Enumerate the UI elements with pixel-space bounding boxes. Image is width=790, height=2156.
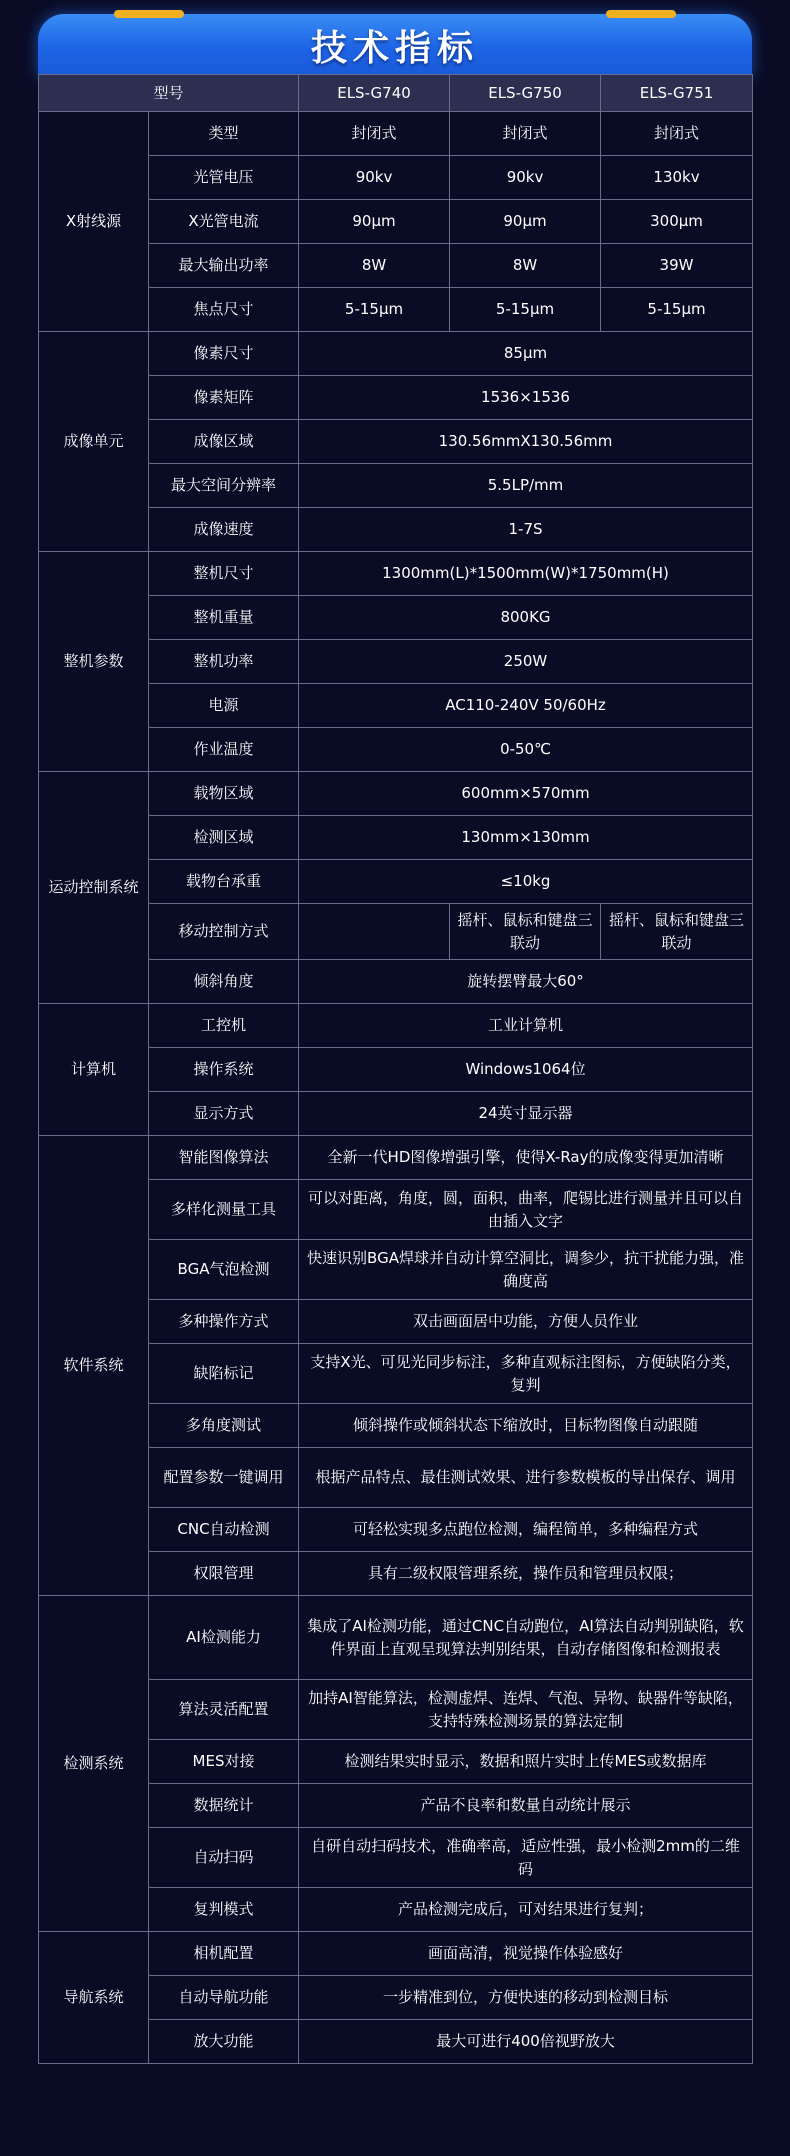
- row-value: 300μm: [601, 200, 753, 244]
- row-value: 可轻松实现多点跑位检测，编程简单，多种编程方式: [299, 1508, 753, 1552]
- row-item: 电源: [149, 684, 299, 728]
- group-label-computer: 计算机: [39, 1004, 149, 1136]
- row-value: 5-15μm: [299, 288, 450, 332]
- row-value: 自研自动扫码技术，准确率高，适应性强，最小检测2mm的二维码: [299, 1828, 753, 1888]
- row-value: 支持X光、可见光同步标注，多种直观标注图标，方便缺陷分类，复判: [299, 1344, 753, 1404]
- row-item: 显示方式: [149, 1092, 299, 1136]
- row-value: 产品检测完成后，可对结果进行复判；: [299, 1888, 753, 1932]
- row-item: 配置参数一键调用: [149, 1448, 299, 1508]
- row-item: BGA气泡检测: [149, 1240, 299, 1300]
- row-item: 智能图像算法: [149, 1136, 299, 1180]
- row-item: 工控机: [149, 1004, 299, 1048]
- row-item: 算法灵活配置: [149, 1680, 299, 1740]
- row-value: 最大可进行400倍视野放大: [299, 2020, 753, 2064]
- row-value: 工业计算机: [299, 1004, 753, 1048]
- row-value: 根据产品特点、最佳测试效果、进行参数模板的导出保存、调用: [299, 1448, 753, 1508]
- header-row: [39, 75, 753, 112]
- group-label-imaging: 成像单元: [39, 332, 149, 552]
- row-item: 检测区域: [149, 816, 299, 860]
- row-value: AC110-240V 50/60Hz: [299, 684, 753, 728]
- row-item: 像素尺寸: [149, 332, 299, 376]
- group-label-motion: 运动控制系统: [39, 772, 149, 1004]
- header-param: 型号: [39, 75, 299, 112]
- row-item: CNC自动检测: [149, 1508, 299, 1552]
- row-item: 移动控制方式: [149, 904, 299, 960]
- row-value: 24英寸显示器: [299, 1092, 753, 1136]
- row-item: 多样化测量工具: [149, 1180, 299, 1240]
- row-value: 可以对距离，角度，圆，面积，曲率，爬锡比进行测量并且可以自由插入文字: [299, 1180, 753, 1240]
- row-value: 130.56mmX130.56mm: [299, 420, 753, 464]
- row-item: 整机功率: [149, 640, 299, 684]
- page-title: 技术指标: [310, 27, 479, 69]
- row-value: 0-50℃: [299, 728, 753, 772]
- row-item: 光管电压: [149, 156, 299, 200]
- row-item: 相机配置: [149, 1932, 299, 1976]
- row-value: 5-15μm: [601, 288, 753, 332]
- row-item: 成像速度: [149, 508, 299, 552]
- table-row: [39, 1596, 753, 1680]
- row-item: 缺陷标记: [149, 1344, 299, 1404]
- row-value: 双击画面居中功能，方便人员作业: [299, 1300, 753, 1344]
- row-value: ≤10kg: [299, 860, 753, 904]
- banner-tab-right: [606, 10, 676, 18]
- row-value: 130mm×130mm: [299, 816, 753, 860]
- row-item: 最大输出功率: [149, 244, 299, 288]
- row-value: [299, 904, 450, 960]
- row-item: 载物台承重: [149, 860, 299, 904]
- group-label-inspection: 检测系统: [39, 1596, 149, 1932]
- row-value: 90kv: [299, 156, 450, 200]
- row-value: 85μm: [299, 332, 753, 376]
- row-value: 90μm: [450, 200, 601, 244]
- spec-table: [38, 74, 753, 2064]
- header-model: ELS-G751: [601, 75, 753, 112]
- row-item: 倾斜角度: [149, 960, 299, 1004]
- row-value: 1-7S: [299, 508, 753, 552]
- row-item: 放大功能: [149, 2020, 299, 2064]
- row-value: 摇杆、鼠标和键盘三联动: [450, 904, 601, 960]
- row-value: 250W: [299, 640, 753, 684]
- row-value: 封闭式: [299, 112, 450, 156]
- row-item: 数据统计: [149, 1784, 299, 1828]
- row-value: 全新一代HD图像增强引擎，使得X-Ray的成像变得更加清晰: [299, 1136, 753, 1180]
- row-value: 封闭式: [450, 112, 601, 156]
- row-value: 摇杆、鼠标和键盘三联动: [601, 904, 753, 960]
- row-value: 检测结果实时显示，数据和照片实时上传MES或数据库: [299, 1740, 753, 1784]
- row-item: 类型: [149, 112, 299, 156]
- row-value: 39W: [601, 244, 753, 288]
- group-label-navigation: 导航系统: [39, 1932, 149, 2064]
- row-value: Windows1064位: [299, 1048, 753, 1092]
- row-item: MES对接: [149, 1740, 299, 1784]
- table-row: [39, 772, 753, 816]
- row-value: 90μm: [299, 200, 450, 244]
- row-value: 具有二级权限管理系统，操作员和管理员权限；: [299, 1552, 753, 1596]
- row-item: 多种操作方式: [149, 1300, 299, 1344]
- row-value: 800KG: [299, 596, 753, 640]
- row-value: 5-15μm: [450, 288, 601, 332]
- row-item: 自动导航功能: [149, 1976, 299, 2020]
- row-value: 旋转摆臂最大60°: [299, 960, 753, 1004]
- row-value: 90kv: [450, 156, 601, 200]
- table-row: [39, 332, 753, 376]
- group-label-software: 软件系统: [39, 1136, 149, 1596]
- row-item: 成像区域: [149, 420, 299, 464]
- row-item: 最大空间分辨率: [149, 464, 299, 508]
- row-item: 整机尺寸: [149, 552, 299, 596]
- row-value: 1536×1536: [299, 376, 753, 420]
- row-item: 权限管理: [149, 1552, 299, 1596]
- row-value: 一步精准到位，方便快速的移动到检测目标: [299, 1976, 753, 2020]
- row-value: 130kv: [601, 156, 753, 200]
- row-item: 焦点尺寸: [149, 288, 299, 332]
- row-item: 像素矩阵: [149, 376, 299, 420]
- row-item: 操作系统: [149, 1048, 299, 1092]
- row-item: 多角度测试: [149, 1404, 299, 1448]
- row-value: 集成了AI检测功能，通过CNC自动跑位，AI算法自动判别缺陷，软件界面上直观呈现算法判别结果，自动存储图像和检测报表: [299, 1596, 753, 1680]
- row-item: 复判模式: [149, 1888, 299, 1932]
- row-value: 画面高清，视觉操作体验感好: [299, 1932, 753, 1976]
- row-item: 载物区域: [149, 772, 299, 816]
- row-value: 8W: [450, 244, 601, 288]
- group-label-machine: 整机参数: [39, 552, 149, 772]
- table-row: [39, 1136, 753, 1180]
- title-banner: [38, 14, 752, 76]
- row-value: 倾斜操作或倾斜状态下缩放时，目标物图像自动跟随: [299, 1404, 753, 1448]
- group-label-xray: X射线源: [39, 112, 149, 332]
- table-row: [39, 1932, 753, 1976]
- row-item: 整机重量: [149, 596, 299, 640]
- row-value: 1300mm(L)*1500mm(W)*1750mm(H): [299, 552, 753, 596]
- row-item: X光管电流: [149, 200, 299, 244]
- row-item: 自动扫码: [149, 1828, 299, 1888]
- row-value: 产品不良率和数量自动统计展示: [299, 1784, 753, 1828]
- table-row: [39, 112, 753, 156]
- header-model: ELS-G750: [450, 75, 601, 112]
- row-value: 封闭式: [601, 112, 753, 156]
- banner-tab-left: [114, 10, 184, 18]
- row-value: 快速识别BGA焊球并自动计算空洞比，调参少，抗干扰能力强，准确度高: [299, 1240, 753, 1300]
- table-row: [39, 1004, 753, 1048]
- row-value: 8W: [299, 244, 450, 288]
- row-item: 作业温度: [149, 728, 299, 772]
- row-value: 5.5LP/mm: [299, 464, 753, 508]
- header-model: ELS-G740: [299, 75, 450, 112]
- row-item: AI检测能力: [149, 1596, 299, 1680]
- row-value: 加持AI智能算法，检测虚焊、连焊、气泡、异物、缺器件等缺陷，支持特殊检测场景的算法定制: [299, 1680, 753, 1740]
- row-value: 600mm×570mm: [299, 772, 753, 816]
- table-row: [39, 552, 753, 596]
